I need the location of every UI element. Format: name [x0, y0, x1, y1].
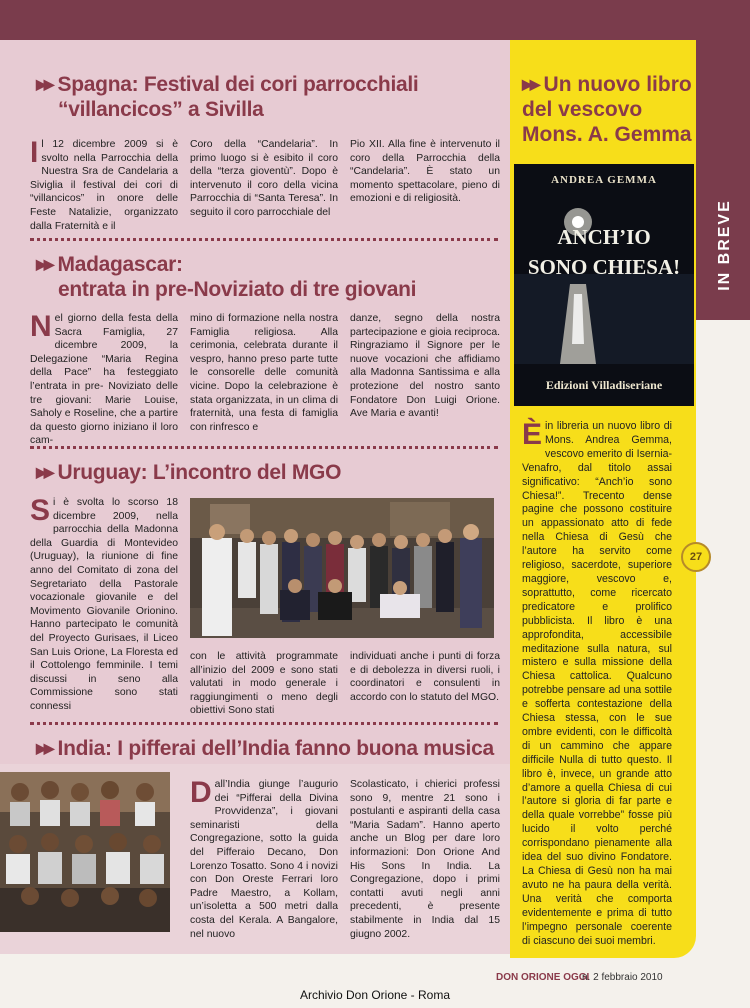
madagascar-col2: mino di formazione nella nostra Famiglia religiosa. Alla cerimonia, celebrata durante il vespro, hanno preso parte tutte le consorelle delle comunità vicine. Dopo la celebrazione è stata organizzata, in un clima di fraternità, una festa di famiglia con rinfresco e [190, 313, 338, 433]
india-photo [0, 772, 170, 932]
divider [30, 238, 498, 241]
uruguay-col1: Si è svolta lo scorso 18 dicembre 2009, nella parrocchia della Madonna della Guardia di Montevideo (Uruguay), la riunione di fine anno del Comitato di zona del Segretariato della Pastorale vocazionale giovanile e del Movimento Giovanile Orionino. Hanno partecipato le comunità del Proyecto Gurisaes, il Liceo San Luis Orione, La Floresta ed il Cottolengo femminile. I temi discussi in seno alla Commissione sono stati connessi [30, 494, 178, 712]
double-arrow-icon: ▶▶ [36, 76, 52, 92]
double-arrow-icon: ▶▶ [36, 740, 52, 756]
section-tab: IN BREVE [716, 199, 734, 291]
uruguay-title: ▶▶ Uruguay: L’incontro del MGO [36, 461, 342, 484]
divider [30, 722, 498, 725]
double-arrow-icon: ▶▶ [36, 256, 52, 272]
issue-info: n. 2 febbraio 2010 [582, 972, 663, 983]
book-title: ANCH’IO SONO CHIESA! [527, 225, 681, 279]
uruguay-col3: individuati anche i punti di forza e di debolezza in diversi ruoli, i coordinatori e consulenti in accordo con lo statuto del MGO. [350, 651, 500, 703]
divider [30, 446, 498, 449]
dropcap: N [30, 310, 52, 343]
spagna-title: ▶▶ Spagna: Festival dei cori parrocchiali “villancicos” a Sivilla [36, 73, 419, 121]
dropcap: I [30, 136, 39, 169]
dropcap: S [30, 494, 51, 527]
sidebar-title: ▶▶ Un nuovo libro del vescovo Mons. A. Gemma [522, 73, 692, 146]
dropcap: È [522, 418, 543, 451]
india-title: ▶▶ India: I pifferai dell’India fanno buona musica [36, 737, 494, 760]
india-photo-image [0, 772, 170, 932]
madagascar-col1: Nel giorno della festa della Sacra Famiglia, 27 dicembre 2009, la Delegazione “Maria Regina della Pace” ha festeggiato l’entrata in pre- Noviziato delle tre giovani: Marie Louise, Saholy e Roseline, che a partire da questo giorno iniziano il loro cam- [30, 310, 178, 447]
madagascar-col3: danze, segno della nostra partecipazione e gioia reciproca. Ringraziamo il Signore per le nuove vocazioni che affidiamo alla Madonna Santissima e alla protezione del nostro santo Fondatore Don Luigi Orione. Ave Maria e avanti! [350, 313, 500, 420]
book-cover-art [514, 164, 694, 406]
uruguay-col2: con le attività programmate all’inizio del 2009 e sono stati valutati in modo generale i raggiungimenti o meno degli obiettivi Sono stati [190, 651, 338, 717]
sidebar-body: Èin libreria un nuovo libro di Mons. Andrea Gemma, vescovo emerito di Isernia-Venafro, dal titolo assai significativo: “Anch’io sono Chiesa!”. Trecento dense pagine che possono costituire un appassionato atto di fede nella Chiesa di Gesù che l’autore ha servito come religioso, sacerdote, superiore maggiore, vescovo e, soprattutto, come ricercato predicatore e prolifico pubblicista. Il libro è una approfondita, accessibile meditazione sulla natura, sul mistero e sulla missione della Chiesa cattolica. Qualcuno potrebbe pensare ad una sottile e sofferta contestazione della Chiesa stessa, con le sue ombre evidenti, con le difficoltà di un cammino che appare difficile Nulla di tutto questo. Il libro è, invece, un grande atto d’amore a quella Chiesa di cui l’autore si gloria di far parte e della quale vorrebbe” fosse più lucido il volto perché corrispondano pienamente alla idea del suo divino Fondatore. La Chiesa di Gesù non ha mai avuto ne ha paura della verità. Una verità che comporta evidentemente e prima di tutto l’impegno personale coerente di ciascuno dei suoi membri. [522, 418, 672, 947]
group-photo [190, 498, 494, 638]
top-band [0, 0, 750, 40]
group-photo-image [190, 498, 494, 638]
book-author: ANDREA GEMMA [551, 174, 657, 186]
page-number: 27 [681, 542, 711, 572]
magazine-name: DON ORIONE OGGI [496, 972, 590, 983]
book-cover [514, 164, 694, 406]
double-arrow-icon: ▶▶ [36, 464, 52, 480]
madagascar-title: ▶▶ Madagascar: entrata in pre-Noviziato di tre giovani [36, 253, 417, 301]
spagna-col2: Coro della “Candelaria”. In primo luogo si è esibito il coro della “terza gioventù”. Dopo è intervenuto il coro della vicina Parrocchia di “Santa Teresa”. In seguito il coro parrocchiale del [190, 139, 338, 218]
archive-caption: Archivio Don Orione - Roma [299, 988, 451, 1002]
spagna-col1: Il 12 dicembre 2009 si è svolto nella Parrocchia della Nuestra Sra de Candelaria a Siviglia il festival dei cori di “villancicos” in onore delle Feste Natalizie, organizzato dalla Fraternità e il [30, 136, 178, 232]
india-col1: Dall’India giunge l’augurio dei “Pifferai della Divina Provvidenza”, i giovani seminaristi della Congregazione, sotto la guida del Pifferaio Decano, Don Lorenzo Tosatto. Sono 4 i novizi con Don Oreste Ferrari loro Padre Maestro, a Kollam, un’isoletta a 500 metri dalla costa del Kerala. A Bangalore, nel nuovo [190, 776, 338, 940]
double-arrow-icon: ▶▶ [522, 76, 538, 92]
dropcap: D [190, 776, 212, 809]
book-publisher: Edizioni Villadiseriane [545, 378, 663, 392]
india-col2: Scolasticato, i chierici professi sono 9, mentre 21 sono i postulanti e aspiranti della casa “Maria Sadam”. Hanno aperto anche un Blog per dare loro informazioni: Don Orione And His Sons In India. La Congregazione, dopo i primi contatti avuti negli anni precedenti, è presente stabilmente in India dal 15 giugno 2002. [350, 779, 500, 940]
spagna-col3: Pio XII. Alla fine è intervenuto il coro della Parrocchia della “Candelaria”. È stato un momento spettacolare, pieno di emozioni e di religiosità. [350, 139, 500, 205]
